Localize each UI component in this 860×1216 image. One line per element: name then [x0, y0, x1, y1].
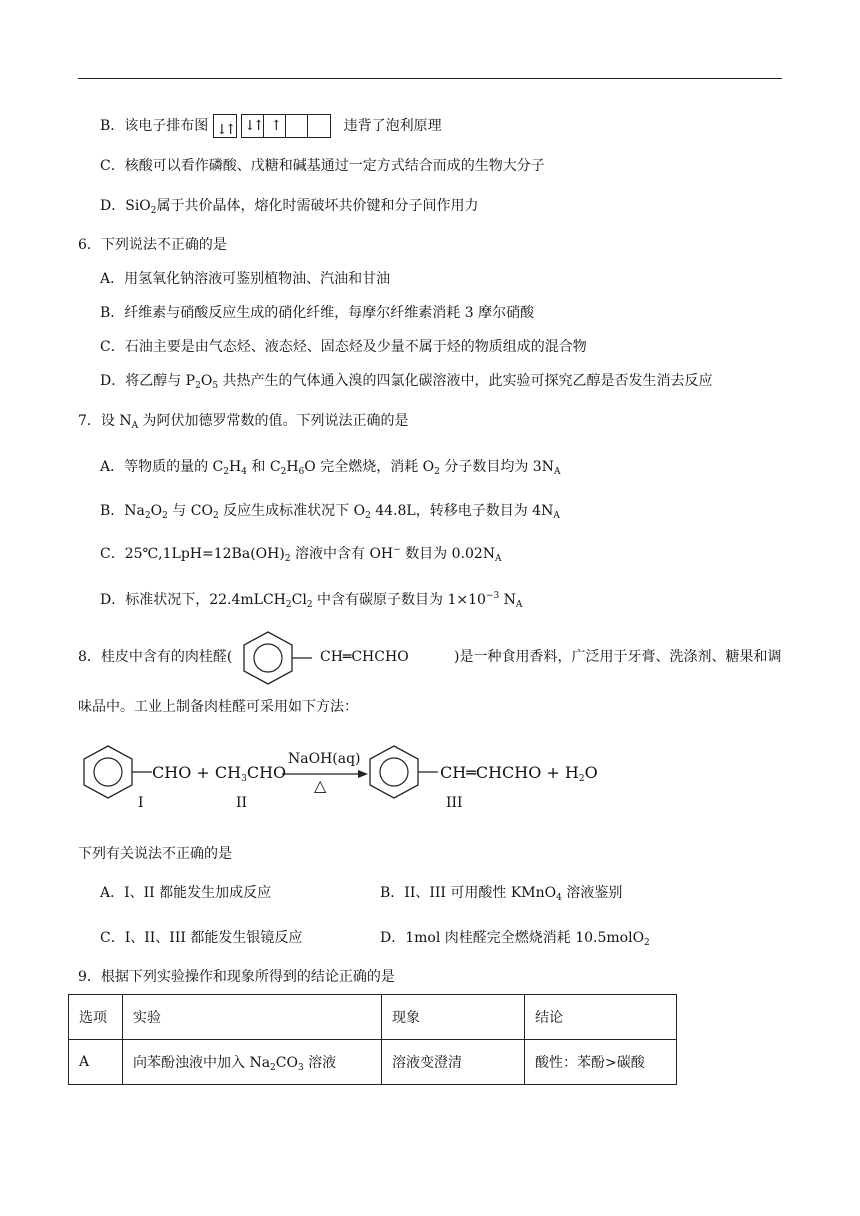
table-header-row [69, 995, 677, 1040]
q6-option-d: D．将乙醇与 $P_2O_5$ 共热产生的气体通入溴的四氯化碳溶液中，此实验可探究乙醇是否发生消去反应 [100, 373, 713, 391]
compound-label-III: III [446, 795, 463, 811]
q6-option-a: A．用氢氧化钠溶液可鉴别植物油、汽油和甘油 [100, 271, 391, 287]
up-arrow-icon: ↑ [264, 115, 286, 137]
reactants-text: CHO + $CH_3CHO$ [152, 763, 287, 784]
q5-option-d: D．SiO$_2$属于共价晶体，熔化时需破坏共价键和分子间作用力 [100, 198, 479, 216]
table-header-cell: 现象 [382, 995, 525, 1040]
q9-table [68, 994, 677, 1085]
product-text: CH═CHCHO + $H_2O$ [440, 763, 598, 784]
q8-option-a: A．I、II 都能发生加成反应 [100, 885, 272, 901]
q8-option-d: D．1mol 肉桂醛完全燃烧消耗 10.5molO$_2$ [380, 930, 650, 948]
table-header-cell: 实验 [123, 995, 382, 1040]
q7-stem: 7．设 $N_A$ 为阿伏加德罗常数的值。下列说法正确的是 [78, 413, 409, 431]
q5-option-b: B．该电子排布图 ↓↑ ↓↑ ↑ 违背了泡利原理 [100, 111, 442, 141]
table-header-cell: 结论 [525, 995, 677, 1040]
q6-option-b: B．纤维素与硝酸反应生成的硝化纤维，每摩尔纤维素消耗 3 摩尔硝酸 [100, 305, 535, 321]
table-cell-phenomenon: 溶液变澄清 [382, 1040, 525, 1085]
orbital-box-2sp [241, 114, 331, 138]
up-down-arrows-icon: ↓↑ [242, 115, 264, 137]
table-cell-experiment: 向苯酚浊液中加入 $Na_2CO_3$ 溶液 [123, 1040, 382, 1085]
reaction-condition-heat: △ [314, 776, 327, 795]
q7-option-b: B．$Na_2O_2$ 与 $CO_2$ 反应生成标准状况下 $O_2$ 44.8L，转移电子数目为 $4N_A$ [100, 503, 560, 521]
benzene-ring-icon [236, 628, 316, 688]
table-cell-option: A [69, 1040, 123, 1085]
header-rule [78, 78, 782, 79]
table-row [69, 1040, 677, 1085]
q7-option-d: D．标准状况下，$22.4mLCH_2Cl_2$ 中含有碳原子数目为 $1\times 10^{-3}$ $N_A$ [100, 591, 523, 610]
compound-label-I: I [138, 795, 144, 811]
q9-stem: 9．根据下列实验操作和现象所得到的结论正确的是 [78, 969, 395, 985]
benzene-ring-icon [80, 742, 160, 802]
up-down-arrows-icon: ↓↑ [216, 122, 234, 138]
q6-option-c: C．石油主要是由气态烃、液态烃、固态烃及少量不属于烃的物质组成的混合物 [100, 339, 587, 355]
table-cell-conclusion: 酸性：苯酚>碳酸 [525, 1040, 677, 1085]
empty-orbital [308, 115, 330, 137]
q5-option-c: C．核酸可以看作磷酸、戊糖和碱基通过一定方式结合而成的生物大分子 [100, 158, 545, 174]
benzene-ring-icon [366, 742, 446, 802]
orbital-box-1s [213, 114, 237, 138]
q8-option-b: B．II、III 可用酸性 KMnO$_4$ 溶液鉴别 [380, 885, 623, 903]
q8-stem-line1: 8．桂皮中含有的肉桂醛( [78, 649, 233, 665]
reaction-condition-top: NaOH(aq) [288, 751, 361, 767]
q8-stem-line1-group: CH═CHCHO [320, 649, 409, 665]
q8-option-c: C．I、II、III 都能发生银镜反应 [100, 930, 303, 946]
table-header-cell: 选项 [69, 995, 123, 1040]
q6-stem: 6．下列说法不正确的是 [78, 237, 227, 253]
empty-orbital [286, 115, 308, 137]
q7-option-a: A．等物质的量的 $C_2H_4$ 和 $C_2H_6O$ 完全燃烧，消耗 $O_2$ 分子数目均为 $3N_A$ [100, 459, 561, 477]
q8-stem-line1-tail: )是一种食用香料，广泛用于牙膏、洗涤剂、糖果和调 [454, 649, 782, 665]
q8-sub-stem: 下列有关说法不正确的是 [78, 846, 232, 862]
q8-stem-line2: 味品中。工业上制备肉桂醛可采用如下方法： [78, 699, 358, 715]
q7-option-c: C．$25℃,1LpH=12Ba(OH)_2$ 溶液中含有 OH− 数目为 $0.02N_A$ [100, 545, 502, 564]
compound-label-II: II [236, 795, 248, 811]
